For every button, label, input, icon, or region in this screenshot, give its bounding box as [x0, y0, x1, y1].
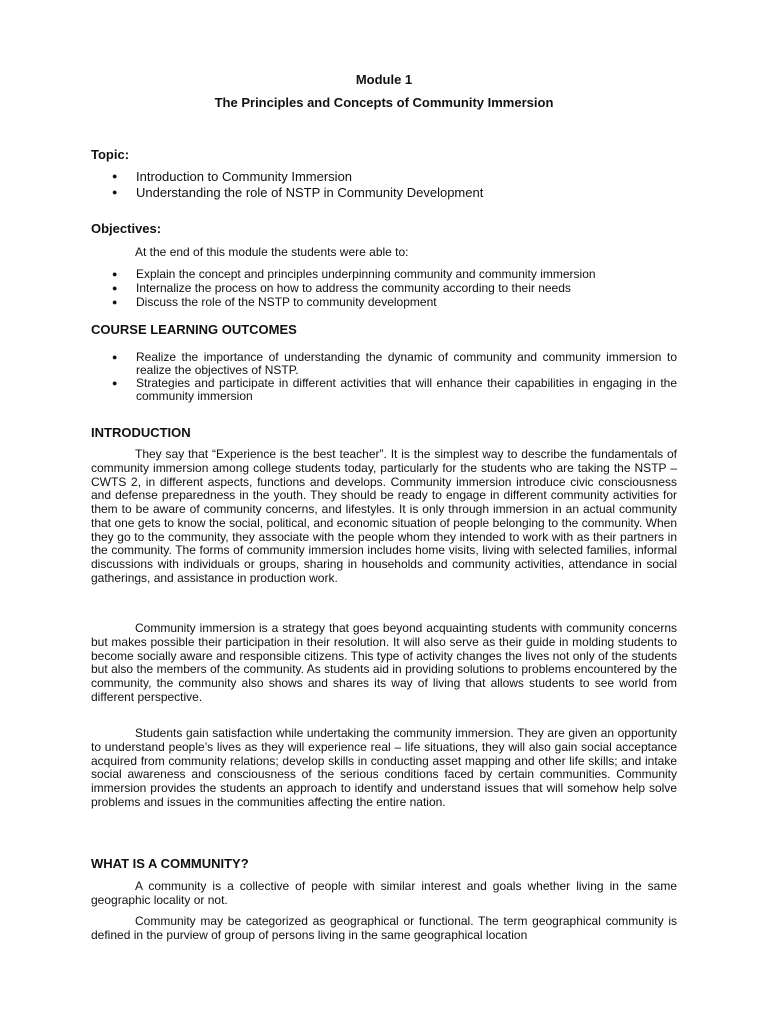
module-label: Module 1	[355, 72, 413, 87]
objectives-intro: At the end of this module the students were able to:	[135, 245, 409, 259]
community-paragraph-2: Community may be categorized as geographical or functional. The term geographical community is defined in the purview of group of persons living in the same geographical location	[91, 914, 677, 942]
introduction-paragraph-2: Community immersion is a strategy that goes beyond acquainting students with community concerns but makes possible their participation in their resolution. It will also serve as their guide in molding students to become socially aware and responsible citizens. This type of activity changes the lives not only of the students but also the members of the community. As students aid in providing solutions to problems encountered by the community, the community also shows and shares its way of living that allows students to see world from different perspective.	[91, 621, 677, 704]
objectives-list	[112, 267, 596, 309]
introduction-paragraph-1: They say that “Experience is the best teacher”. It is the simplest way to describe the fundamentals of community immersion among college students today, particularly for the students who are taking the NSTP – CWTS 2, in different aspects, functions and develops. Community immersion introduce civic consciousness and defense preparedness in the youth. They should be ready to engage in different community activities for them to be aware of community concerns, and lifestyles. It is only through immersion in an actual community that one gets to know the social, political, and economic situation of people belonging to the community. When they go to the community, they associate with the people whom they intended to work with as their partners in the community. The forms of community immersion includes home visits, living with selected families, informal discussions with individuals or groups, sharing in households and community activities, attendance in social gatherings, and assistance in production work.	[91, 447, 677, 585]
module-title: The Principles and Concepts of Community Immersion	[214, 95, 554, 110]
introduction-heading: INTRODUCTION	[91, 425, 191, 440]
list-item: ● Discuss the role of the NSTP to community development	[112, 295, 596, 309]
list-item: ● Strategies and participate in different activities that will enhance their capabilities in engaging in the community immersion	[112, 377, 677, 403]
topic-list	[112, 169, 483, 200]
list-item: ● Understanding the role of NSTP in Community Development	[112, 185, 483, 201]
introduction-paragraph-3: Students gain satisfaction while undertaking the community immersion. They are given an opportunity to understand people’s lives as they will experience real – life situations, they will also gain social acceptance acquired from community relations; develop skills in conducting asset mapping and other life skills; and intake social awareness and consciousness of the serious conditions faced by certain communities. Community immersion provides the students an approach to identify and understand issues that will somehow help solve problems and issues in the communities affecting the entire nation.	[91, 726, 677, 809]
community-paragraph-1: A community is a collective of people with similar interest and goals whether living in the same geographic locality or not.	[91, 879, 677, 907]
list-item: ● Explain the concept and principles underpinning community and community immersion	[112, 267, 596, 281]
outcomes-list	[112, 351, 677, 403]
list-item: ● Introduction to Community Immersion	[112, 169, 483, 185]
list-item: ● Internalize the process on how to address the community according to their needs	[112, 281, 596, 295]
list-item: ● Realize the importance of understanding the dynamic of community and community immersion to realize the objectives of NSTP.	[112, 351, 677, 377]
outcomes-heading: COURSE LEARNING OUTCOMES	[91, 322, 297, 337]
objectives-heading: Objectives:	[91, 221, 162, 236]
community-heading: WHAT IS A COMMUNITY?	[91, 856, 249, 871]
topic-heading: Topic:	[91, 147, 130, 162]
